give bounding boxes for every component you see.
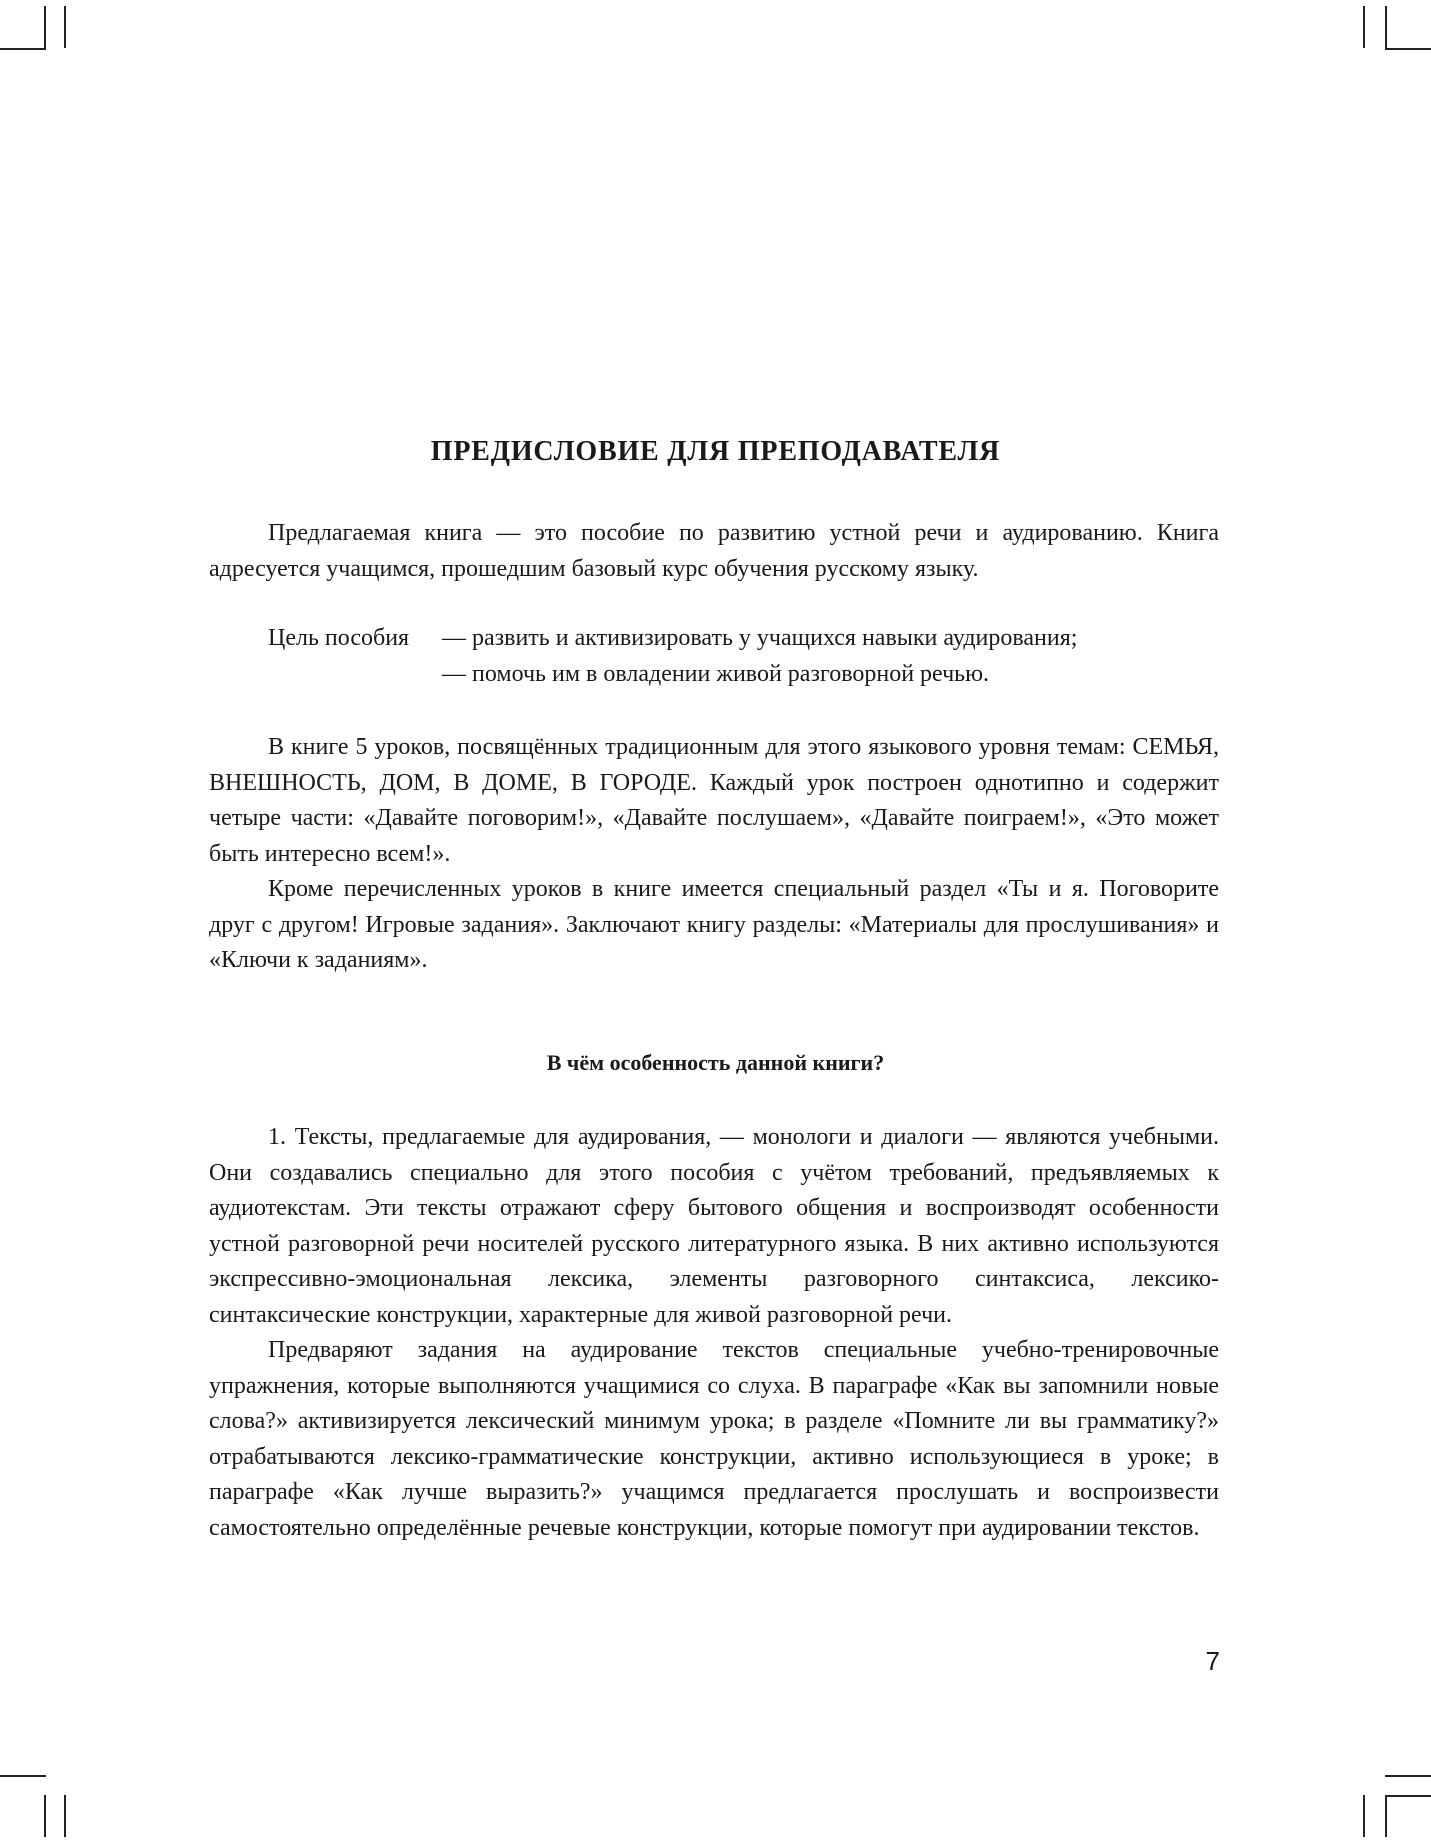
goal-label: Цель пособия <box>268 625 410 651</box>
page-title: ПРЕДИСЛОВИЕ ДЛЯ ПРЕПОДАВАТЕЛЯ <box>430 436 1001 467</box>
sections-paragraph: Кроме перечисленных уроков в книге имеется специальный раздел «Ты и я. Поговорите друг с другом! Игровые задания». Заключают книгу разделы: «Материалы для прослушивания» и «Ключи к заданиям». <box>209 876 1219 973</box>
goal-list <box>442 621 1219 692</box>
goal-item: — развить и активизировать у учащихся навыки аудирования; <box>442 625 1078 651</box>
intro-paragraph: Предлагаемая книга — это пособие по развитию устной речи и аудированию. Книга адресуется учащимся, прошедшим базовый курс обучения русскому языку. <box>209 520 1219 582</box>
lessons-section <box>209 730 1219 979</box>
intro-section <box>209 516 1219 587</box>
section-subtitle: В чём особенность данной книги? <box>546 1050 885 1075</box>
goal-section <box>209 621 1219 692</box>
features-paragraph: 1. Тексты, предлагаемые для аудирования, — монологи и диалоги — являются учебными. Они создавались специально для этого пособия с учётом требований, предъявляемых к аудиотекстам. Эти тексты отражают сферу бытового общения и воспроизводят особенности устной разговорной речи носителей русского литературного языка. В них активно используются экспрессивно-эмоциональная лексика, элементы разговорного синтаксиса, лексико-синтаксические конструкции, характерные для живой разговорной речи. <box>209 1124 1219 1328</box>
goal-row <box>209 621 1219 692</box>
features-section <box>209 1120 1219 1546</box>
exercises-paragraph: Предваряют задания на аудирование текстов специальные учебно-тренировочные упражнения, которые выполняются учащимися со слуха. В параграфе «Как вы запомнили новые слова?» активизируется лексический минимум урока; в разделе «Помните ли вы грамматику?» отрабатываются лексико-грамматические конструкции, активно использующиеся в уроке; в параграфе «Как лучше выразить?» учащимся предлагается прослушать и воспроизвести самостоятельно определённые речевые конструкции, которые помогут при аудировании текстов. <box>209 1337 1219 1541</box>
goal-item: — помочь им в овладении живой разговорной речью. <box>442 660 990 687</box>
lessons-paragraph: В книге 5 уроков, посвящённых традиционным для этого языкового уровня темам: СЕМЬЯ, ВНЕШНОСТЬ, ДОМ, В ДОМЕ, В ГОРОДЕ. Каждый урок построен однотипно и содержит четыре части: «Давайте поговорим!», «Давайте послушаем», «Давайте поиграем!», «Это может быть интересно всем!». <box>209 734 1219 867</box>
page-number: 7 <box>1205 1646 1220 1676</box>
